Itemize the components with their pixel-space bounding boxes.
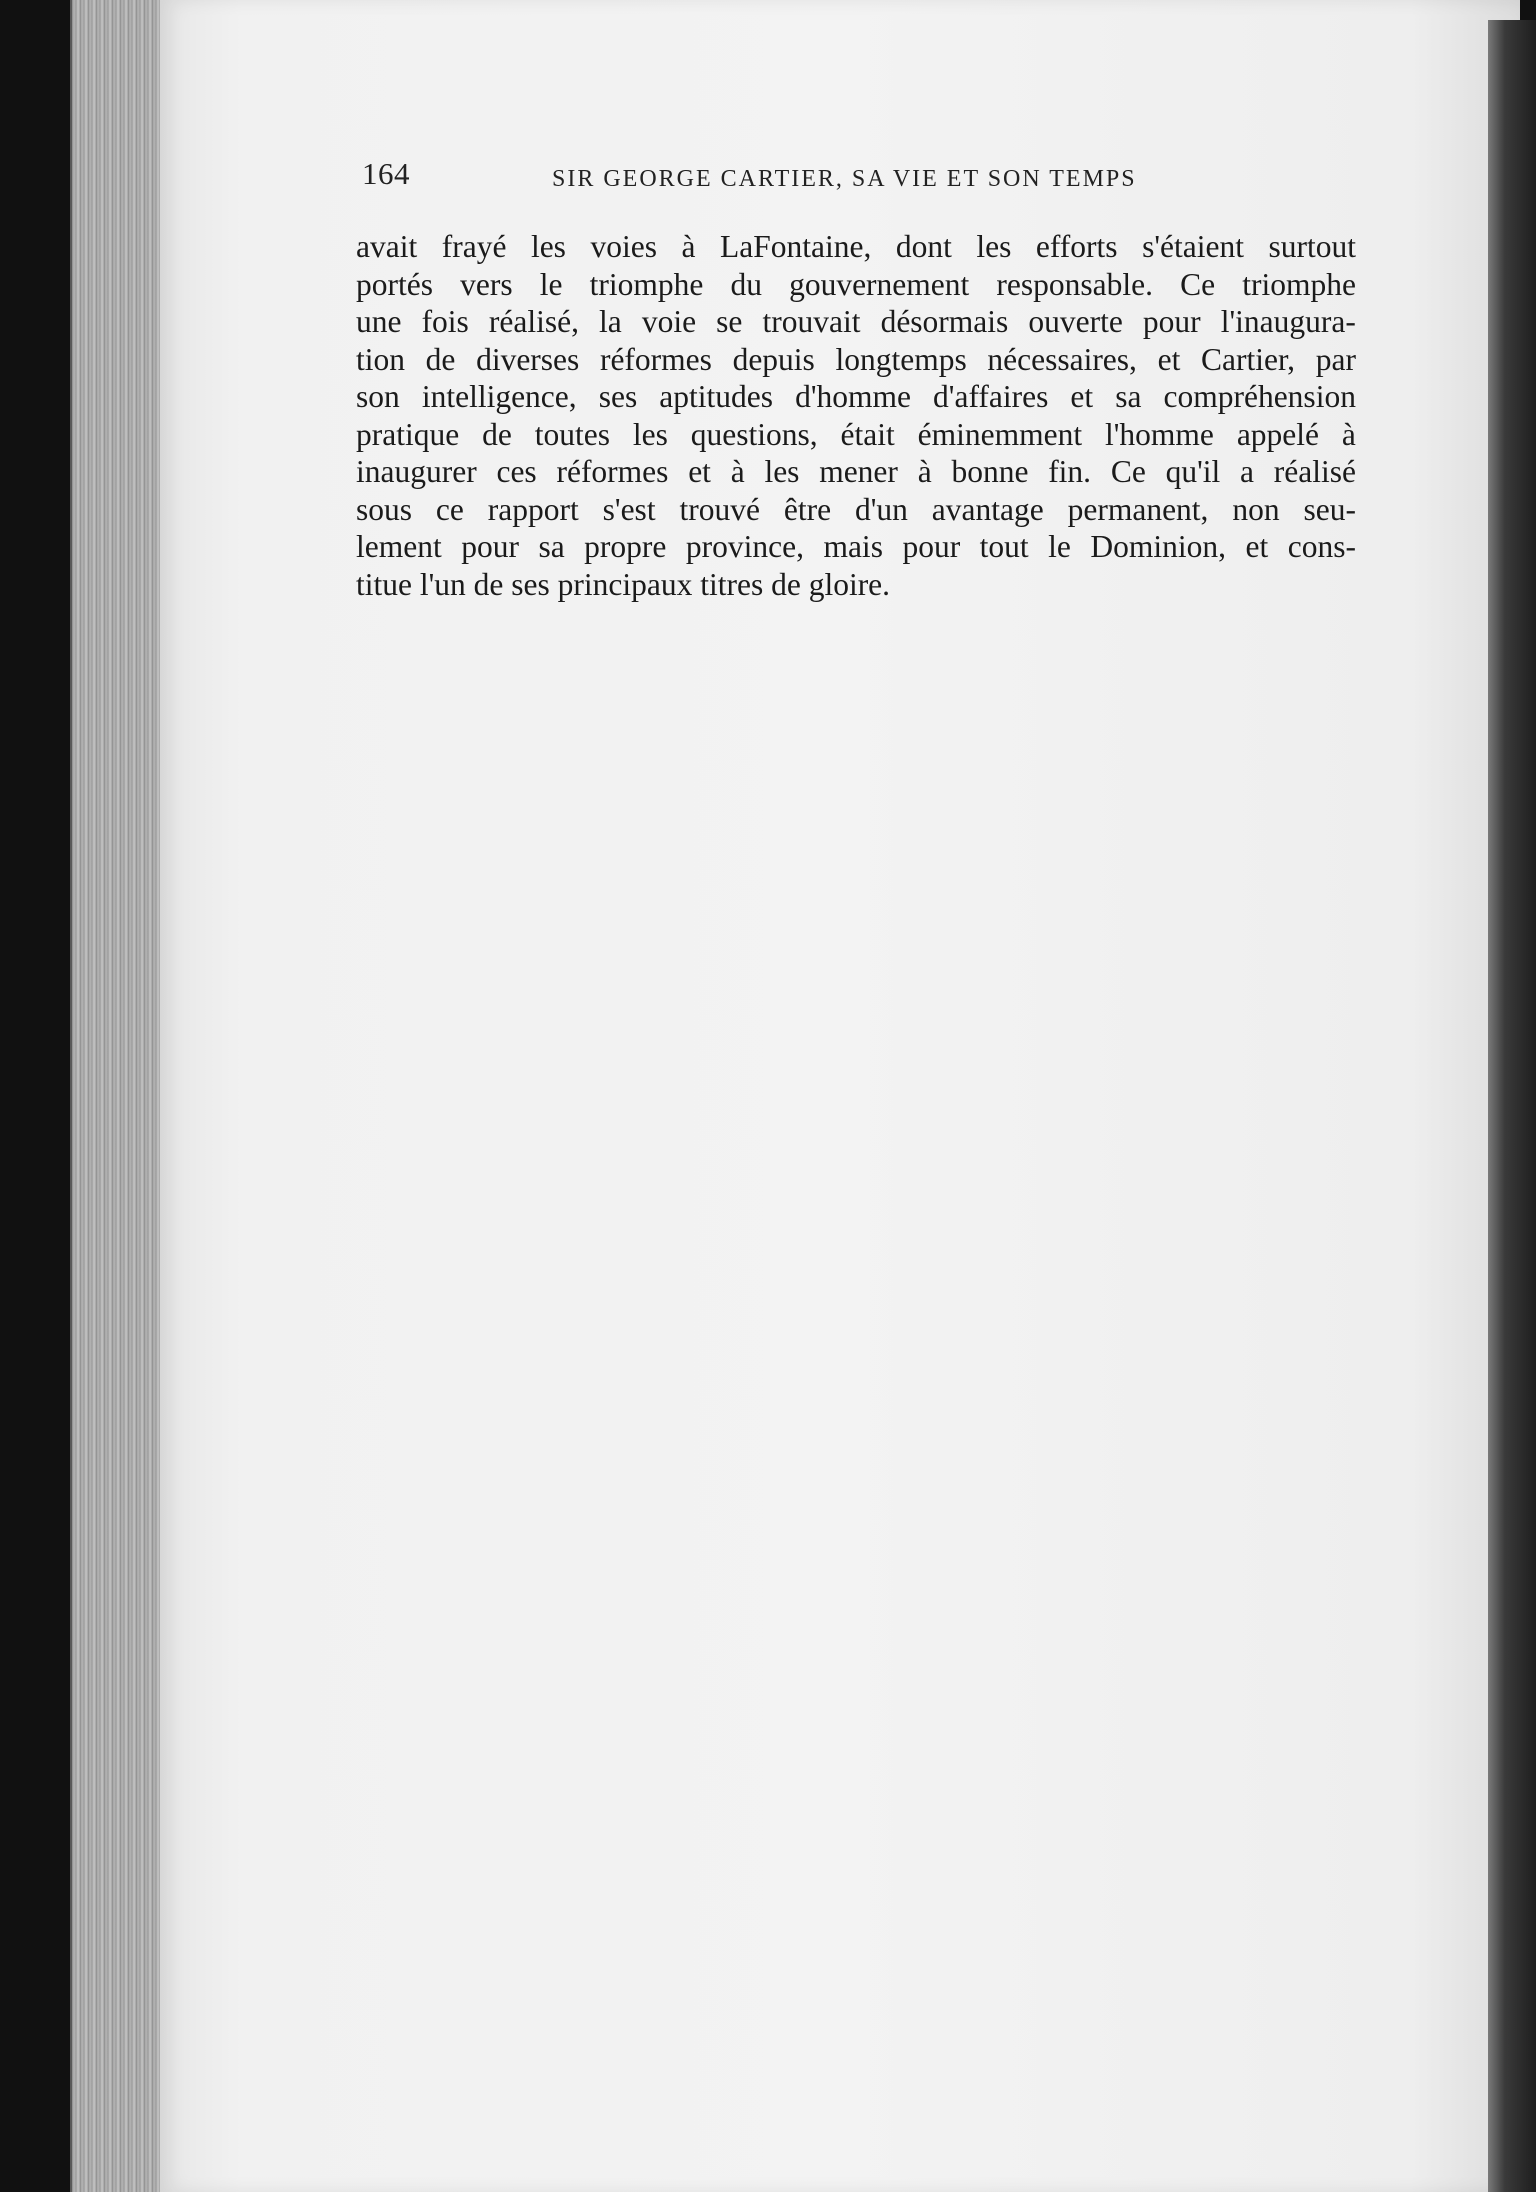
text-line-5: son intelligence, ses aptitudes d'homme d'affaires et sa compréhension	[356, 379, 1356, 414]
text-line-4: tion de diverses réformes depuis longtemps nécessaires, et Cartier, par	[356, 341, 1356, 377]
text-line-10: titue l'un de ses principaux titres de gloire.	[356, 566, 891, 602]
text-line-9: lement pour sa propre province, mais pour tout le Dominion, et cons-	[356, 529, 1356, 564]
text-line-8: sous ce rapport s'est trouvé être d'un avantage permanent, non seu-	[356, 491, 1356, 527]
page-number: 164	[362, 156, 410, 191]
text-line-6: pratique de toutes les questions, était éminemment l'homme appelé à	[356, 416, 1356, 452]
text-line-2: portés vers le triomphe du gouvernement responsable. Ce triomphe	[356, 266, 1356, 302]
text-line-3: une fois réalisé, la voie se trouvait désormais ouverte pour l'inaugura-	[356, 304, 1356, 339]
body-paragraph	[356, 228, 1356, 603]
binding-shadow	[1488, 20, 1536, 2192]
text-line-1: avait frayé les voies à LaFontaine, dont les efforts s'étaient surtout	[356, 229, 1356, 264]
text-line-7: inaugurer ces réformes et à les mener à bonne fin. Ce qu'il a réalisé	[356, 454, 1356, 489]
running-title: SIR GEORGE CARTIER, SA VIE ET SON TEMPS	[552, 166, 1137, 192]
